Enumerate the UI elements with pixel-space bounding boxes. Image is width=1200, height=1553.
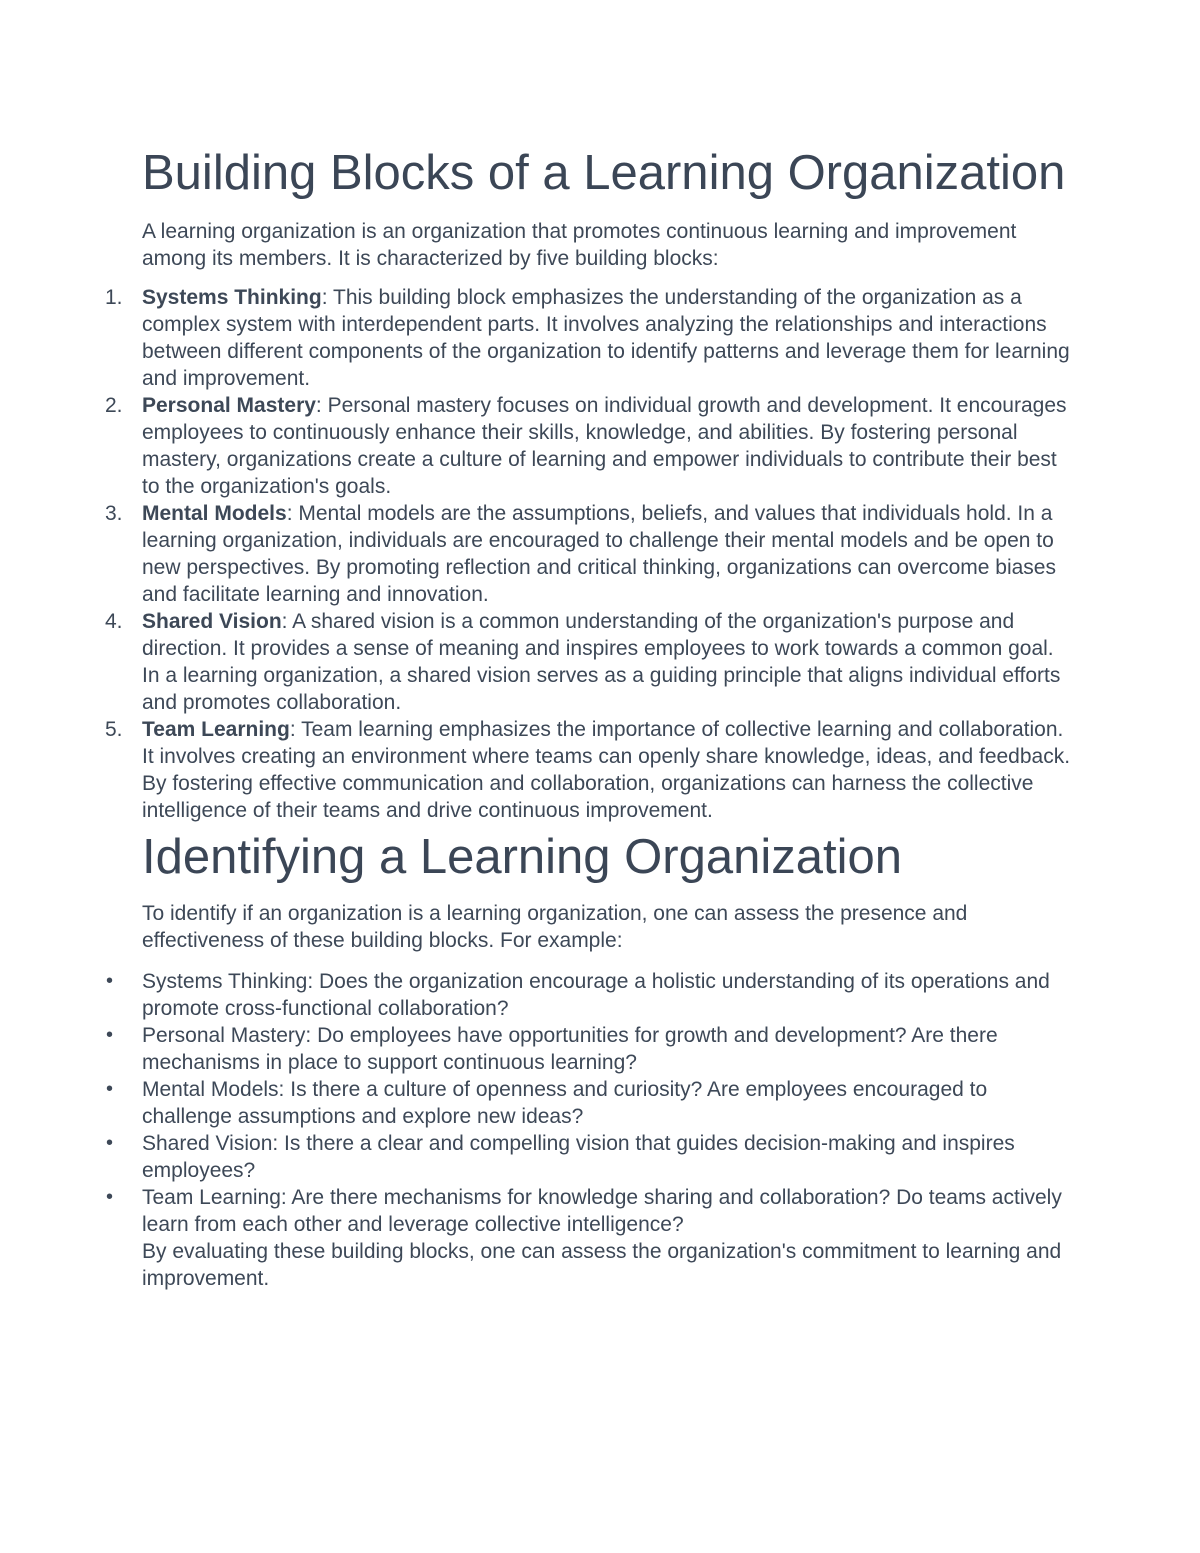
list-item-text: : This building block emphasizes the understanding of the organization as a complex system with interdependent parts. It involves analyzing the relationships and interactions between different components of the organization to identify patterns and leverage them for learning and improvement. [142, 286, 1070, 390]
section-intro-identifying: To identify if an organization is a learning organization, one can assess the presence and effectiveness of these building blocks. For example: [142, 902, 968, 952]
list-number: 1. [105, 286, 123, 309]
list-item [105, 716, 1072, 824]
list-item-text: : A shared vision is a common understanding of the organization's purpose and direction. It provides a sense of meaning and inspires employees to work towards a common goal. In a learning organization, a shared vision serves as a guiding principle that aligns individual efforts and promotes collaboration. [142, 610, 1061, 714]
list-item-term: Team Learning [142, 718, 290, 741]
list-item-text: Mental Models: Is there a culture of openness and curiosity? Are employees encouraged to challenge assumptions and explore new ideas? [142, 1078, 988, 1128]
list-item [106, 1022, 1072, 1076]
list-item [106, 1076, 1072, 1130]
list-number: 5. [105, 718, 123, 741]
list-number: 4. [105, 610, 123, 633]
list-item-text: : Team learning emphasizes the importance of collective learning and collaboration. It involves creating an environment where teams can openly share knowledge, ideas, and feedback. By fostering effective communication and collaboration, organizations can harness the collective intelligence of their teams and drive continuous improvement. [142, 718, 1071, 822]
section-intro-building-blocks: A learning organization is an organization that promotes continuous learning and improvement among its members. It is characterized by five building blocks: [142, 220, 1017, 270]
list-item-term: Shared Vision [142, 610, 282, 633]
list-item-text: Shared Vision: Is there a clear and compelling vision that guides decision-making and inspires employees? [142, 1132, 1015, 1182]
list-item-text: : Mental models are the assumptions, beliefs, and values that individuals hold. In a learning organization, individuals are encouraged to challenge their mental models and be open to new perspectives. By promoting reflection and critical thinking, organizations can overcome biases and facilitate learning and innovation. [142, 502, 1056, 606]
section-title-identifying: Identifying a Learning Organization [142, 830, 903, 884]
bullet-icon: • [106, 1078, 114, 1100]
list-item [106, 1184, 1072, 1292]
list-item [106, 968, 1072, 1022]
list-item-term: Personal Mastery [142, 394, 316, 417]
list-item-term: Systems Thinking [142, 286, 322, 309]
list-item-text: Systems Thinking: Does the organization encourage a holistic understanding of its operations and promote cross-functional collaboration? [142, 970, 1050, 1020]
list-item-text: : Personal mastery focuses on individual growth and development. It encourages employees to continuously enhance their skills, knowledge, and abilities. By fostering personal mastery, organizations create a culture of learning and empower individuals to contribute their best to the organization's goals. [142, 394, 1067, 498]
list-number: 3. [105, 502, 123, 525]
bullet-icon: • [106, 1186, 114, 1208]
building-blocks-list [105, 284, 1072, 824]
bullet-icon: • [106, 1024, 114, 1046]
bullet-icon: • [106, 1132, 114, 1154]
list-item-text: Personal Mastery: Do employees have opportunities for growth and development? Are there mechanisms in place to support continuous learning? [142, 1024, 998, 1074]
assessment-bullet-list [106, 968, 1072, 1292]
section-title-building-blocks: Building Blocks of a Learning Organization [142, 146, 1066, 200]
list-item [105, 500, 1072, 608]
list-item [105, 608, 1072, 716]
list-item [105, 392, 1072, 500]
list-item-text: Team Learning: Are there mechanisms for knowledge sharing and collaboration? Do teams actively learn from each other and leverage collective intelligence? [142, 1186, 1062, 1236]
list-item [106, 1130, 1072, 1184]
bullet-icon: • [106, 970, 114, 992]
list-item-term: Mental Models [142, 502, 287, 525]
document-content [105, 144, 1072, 1292]
conclusion-text: By evaluating these building blocks, one can assess the organization's commitment to learning and improvement. [142, 1240, 1062, 1290]
list-number: 2. [105, 394, 123, 417]
list-item [105, 284, 1072, 392]
